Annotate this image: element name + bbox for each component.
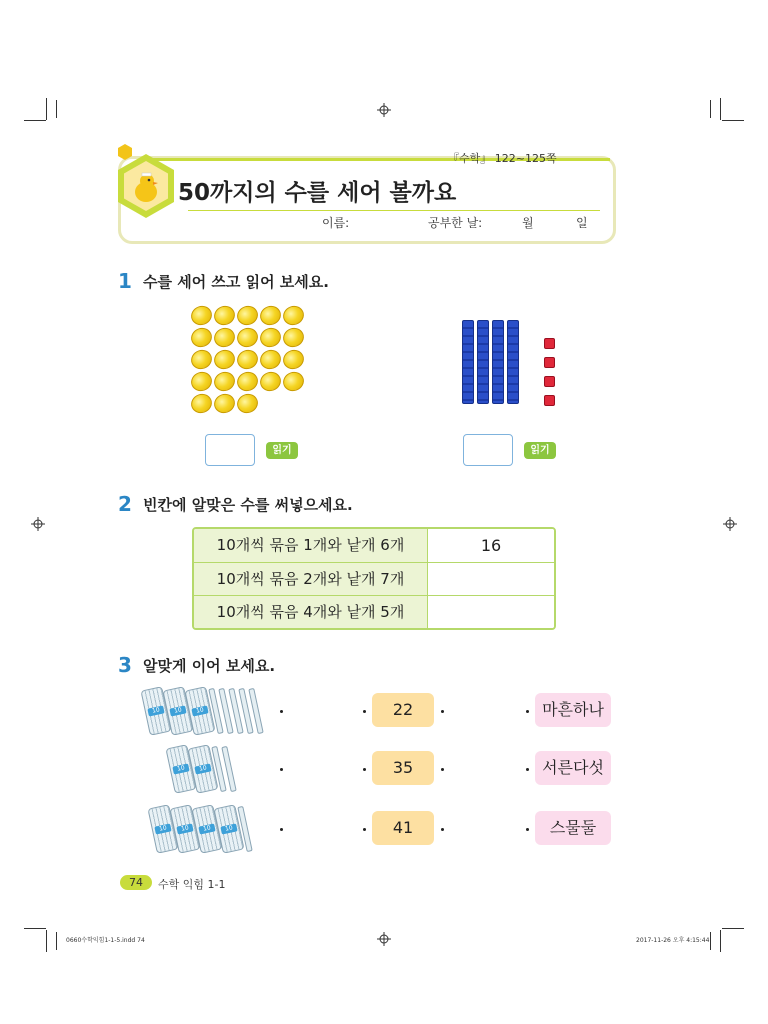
bundle-band: 10 bbox=[220, 823, 237, 834]
crop-mark bbox=[722, 120, 744, 121]
coin-icon bbox=[211, 391, 237, 416]
registration-mark-icon bbox=[377, 932, 391, 946]
coin-icon bbox=[234, 303, 260, 328]
ten-rod-block bbox=[492, 320, 504, 404]
crop-mark bbox=[720, 98, 721, 120]
crop-mark bbox=[722, 928, 744, 929]
number-box[interactable]: 35 bbox=[372, 751, 434, 785]
table-row bbox=[194, 563, 554, 596]
coin-icon bbox=[280, 369, 306, 394]
bundle-band: 10 bbox=[198, 823, 215, 834]
registration-mark-icon bbox=[31, 517, 45, 531]
coin-icon bbox=[211, 303, 237, 328]
crop-mark bbox=[710, 932, 711, 950]
question-text: 빈칸에 알맞은 수를 써넣으세요. bbox=[143, 496, 353, 514]
connect-dot[interactable] bbox=[526, 710, 529, 713]
table-cell-description: 10개씩 묶음 4개와 낱개 5개 bbox=[194, 596, 428, 629]
read-badge: 읽기 bbox=[266, 442, 298, 459]
connect-dot[interactable] bbox=[363, 710, 366, 713]
coin-icon bbox=[280, 303, 306, 328]
table-cell-description: 10개씩 묶음 2개와 낱개 7개 bbox=[194, 563, 428, 596]
answer-input-blocks[interactable] bbox=[463, 434, 513, 466]
coin-icon bbox=[280, 325, 306, 350]
crop-mark bbox=[56, 932, 57, 950]
textbook-reference: 『수학』 122~125쪽 bbox=[448, 152, 557, 165]
bundle-band: 10 bbox=[191, 705, 208, 716]
page-number: 74 bbox=[120, 875, 152, 890]
coin-icon bbox=[234, 369, 260, 394]
question-text: 수를 세어 쓰고 읽어 보세요. bbox=[143, 273, 329, 291]
connect-dot[interactable] bbox=[441, 768, 444, 771]
connect-dot[interactable] bbox=[526, 828, 529, 831]
word-box[interactable]: 서른다섯 bbox=[535, 751, 611, 785]
unit-cube-block bbox=[544, 376, 555, 387]
coin-icon bbox=[257, 303, 283, 328]
read-badge: 읽기 bbox=[524, 442, 556, 459]
crop-mark bbox=[46, 930, 47, 952]
month-label: 월 bbox=[522, 216, 534, 230]
bundle-band: 10 bbox=[172, 763, 189, 774]
crop-mark bbox=[46, 98, 47, 120]
connect-dot[interactable] bbox=[441, 710, 444, 713]
ten-rod-block bbox=[477, 320, 489, 404]
connect-dot[interactable] bbox=[280, 828, 283, 831]
slug-right: 2017-11-26 오후 4:15:44 bbox=[636, 937, 710, 944]
coin-icon bbox=[211, 369, 237, 394]
connect-dot[interactable] bbox=[526, 768, 529, 771]
crop-mark bbox=[24, 928, 46, 929]
coin-icon bbox=[188, 303, 214, 328]
connect-dot[interactable] bbox=[280, 768, 283, 771]
slug-left: 0660수학익힘1-1-5.indd 74 bbox=[66, 937, 145, 944]
bundle-band: 10 bbox=[169, 705, 186, 716]
coin-icon bbox=[211, 325, 237, 350]
bundle-band: 10 bbox=[154, 823, 171, 834]
unit-cube-block bbox=[544, 395, 555, 406]
number-box[interactable]: 22 bbox=[372, 693, 434, 727]
name-label: 이름: bbox=[322, 216, 350, 230]
table-cell-answer[interactable]: 16 bbox=[428, 529, 554, 562]
coin-icon bbox=[188, 391, 214, 416]
day-label: 일 bbox=[576, 216, 588, 230]
bundle-band: 10 bbox=[176, 823, 193, 834]
coin-icon bbox=[234, 325, 260, 350]
coin-icon bbox=[211, 347, 237, 372]
question-number: 3 bbox=[118, 653, 132, 677]
connect-dot[interactable] bbox=[280, 710, 283, 713]
coin-icon bbox=[280, 347, 306, 372]
coin-icon bbox=[188, 347, 214, 372]
connect-dot[interactable] bbox=[363, 768, 366, 771]
connect-dot[interactable] bbox=[363, 828, 366, 831]
table-cell-answer[interactable] bbox=[428, 563, 554, 596]
bundle-band: 10 bbox=[194, 763, 211, 774]
header-divider bbox=[188, 210, 600, 211]
table-cell-description: 10개씩 묶음 1개와 낱개 6개 bbox=[194, 529, 428, 562]
registration-mark-icon bbox=[723, 517, 737, 531]
book-title: 수학 익힘 1-1 bbox=[158, 878, 226, 891]
crop-mark bbox=[720, 930, 721, 952]
word-box[interactable]: 마흔하나 bbox=[535, 693, 611, 727]
ten-rod-block bbox=[462, 320, 474, 404]
unit-cube-block bbox=[544, 338, 555, 349]
coin-icon bbox=[257, 369, 283, 394]
coin-icon bbox=[188, 325, 214, 350]
unit-cube-block bbox=[544, 357, 555, 368]
crop-mark bbox=[24, 120, 46, 121]
crop-mark bbox=[56, 100, 57, 118]
page-title: 50까지의 수를 세어 볼까요 bbox=[178, 180, 457, 206]
coin-icon bbox=[188, 369, 214, 394]
bundle-band: 10 bbox=[147, 705, 164, 716]
word-box[interactable]: 스물둘 bbox=[535, 811, 611, 845]
coin-icon bbox=[234, 391, 260, 416]
question-number: 1 bbox=[118, 269, 132, 293]
coin-icon bbox=[257, 347, 283, 372]
question-number: 2 bbox=[118, 492, 132, 516]
table-row bbox=[194, 529, 554, 562]
crop-mark bbox=[710, 100, 711, 118]
ten-rod-block bbox=[507, 320, 519, 404]
table-cell-answer[interactable] bbox=[428, 596, 554, 629]
date-label: 공부한 날: bbox=[428, 216, 483, 230]
question-text: 알맞게 이어 보세요. bbox=[143, 657, 276, 675]
number-box[interactable]: 41 bbox=[372, 811, 434, 845]
answer-input-coins[interactable] bbox=[205, 434, 255, 466]
table-row bbox=[194, 596, 554, 629]
coin-icon bbox=[234, 347, 260, 372]
registration-mark-icon bbox=[377, 103, 391, 117]
chick-icon bbox=[130, 170, 162, 204]
coin-icon bbox=[257, 325, 283, 350]
connect-dot[interactable] bbox=[441, 828, 444, 831]
grouping-table bbox=[192, 527, 556, 630]
